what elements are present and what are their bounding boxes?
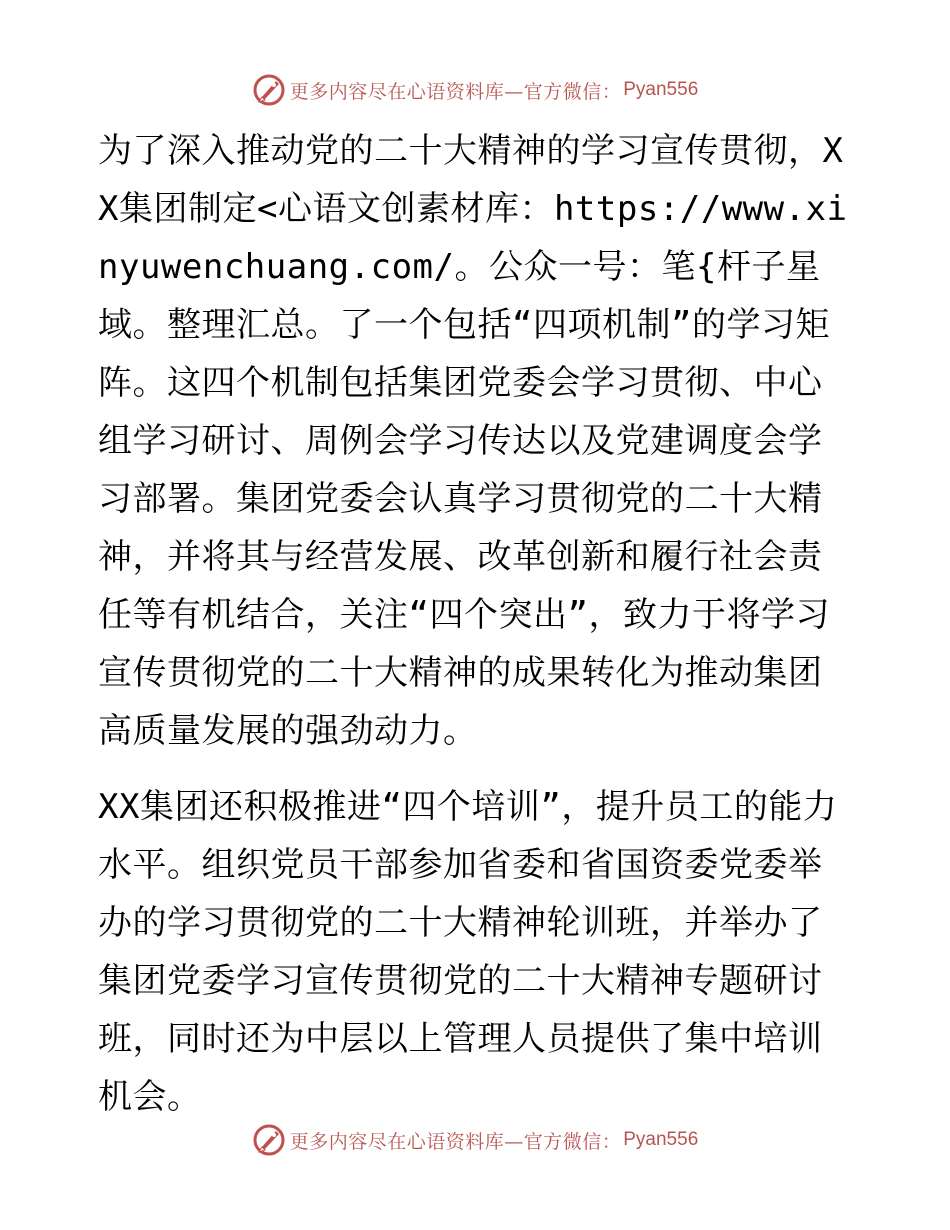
document-body [98, 122, 850, 1126]
quill-pen-logo-icon [252, 73, 286, 107]
header-banner-wechat-id: Pyan556 [623, 79, 699, 100]
header-banner-text: 更多内容尽在心语资料库—官方微信： [289, 80, 622, 103]
footer-banner-wechat-id: Pyan556 [623, 1129, 699, 1150]
footer-banner [0, 1120, 950, 1160]
body-paragraph-1: 为了深入推动党的二十大精神的学习宣传贯彻，XX集团制定<心语文创素材库：https://www.xinyuwenchuang.com/。公众一号：笔{杆子星域。整理汇总。了一个包括“四项机制”的学习矩阵。这四个机制包括集团党委会学习贯彻、中心组学习研讨、周例会学习传达以及党建调度会学习部署。集团党委会认真学习贯彻党的二十大精神，并将其与经营发展、改革创新和履行社会责任等有机结合，关注“四个突出”，致力于将学习宣传贯彻党的二十大精神的成果转化为推动集团高质量发展的强劲动力。 [98, 131, 848, 751]
body-paragraph-2: XX集团还积极推进“四个培训”，提升员工的能力水平。组织党员干部参加省委和省国资委党委举办的学习贯彻党的二十大精神轮训班，并举办了集团党委学习宣传贯彻党的二十大精神专题研讨班，同时还为中层以上管理人员提供了集中培训机会。 [98, 787, 838, 1117]
quill-pen-logo-icon [252, 1123, 286, 1157]
header-banner [0, 70, 950, 110]
footer-banner-text: 更多内容尽在心语资料库—官方微信： [289, 1130, 622, 1153]
